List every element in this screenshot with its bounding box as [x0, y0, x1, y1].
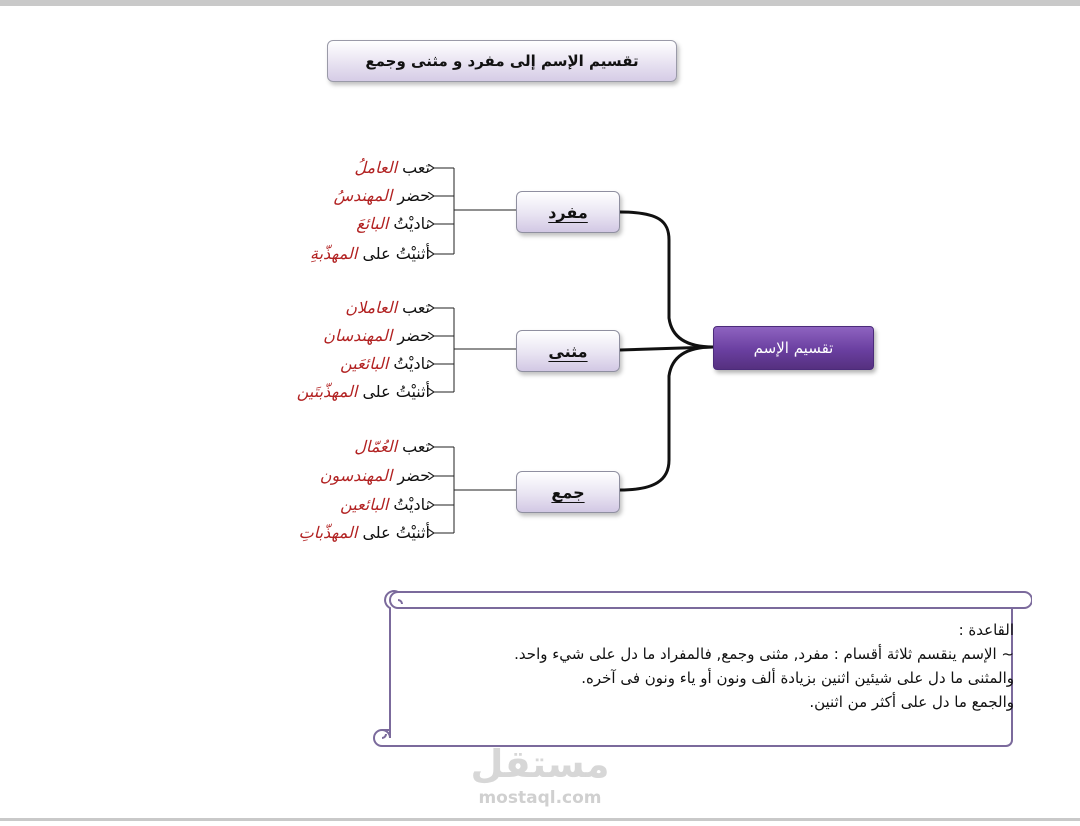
example-noun: البائعَ — [356, 214, 389, 233]
example-item — [340, 495, 430, 515]
example-noun: البائعين — [340, 495, 389, 514]
example-item — [323, 326, 430, 346]
example-item — [299, 523, 430, 543]
rule-line: ~ الإسم ينقسم ثلاثة أقسام : مفرد, مثنى وجمع, فالمفراد ما دل على شيء واحد. — [514, 645, 1014, 663]
watermark-logo: مستقل — [470, 742, 610, 786]
example-noun: المهذّباتِ — [298, 523, 358, 542]
rule-line: والجمع ما دل على أكثر من اثنين. — [809, 693, 1014, 711]
example-verb: ناديْتُ — [393, 354, 430, 373]
example-noun: المهذّبتَين — [296, 382, 358, 401]
rule-text — [374, 618, 1014, 714]
example-verb: ناديْتُ — [393, 495, 430, 514]
root-node: تقسيم الإسم — [713, 326, 874, 370]
example-verb: حضر — [397, 186, 430, 205]
category-plural: جمع — [516, 471, 620, 513]
example-noun: البائعَين — [340, 354, 389, 373]
watermark-site: mostaql.com — [478, 788, 602, 808]
example-noun: المهندسون — [319, 466, 393, 485]
rule-heading: القاعدة : — [958, 621, 1014, 639]
example-verb: ناديْتُ — [393, 214, 430, 233]
example-verb: تعب — [402, 298, 430, 317]
example-noun: المهندسُ — [333, 186, 393, 205]
example-noun: العاملان — [345, 298, 398, 317]
category-dual: مثنى — [516, 330, 620, 372]
example-verb: حضر — [397, 326, 430, 345]
example-item — [320, 466, 430, 486]
example-verb: حضر — [397, 466, 430, 485]
example-verb: أثنيْتُ على — [362, 244, 430, 263]
diagram-title: تقسيم الإسم إلى مفرد و مثنى وجمع — [327, 40, 677, 82]
example-verb: أثنيْتُ على — [362, 382, 430, 401]
example-noun: المهندسان — [323, 326, 393, 345]
example-noun: المهذّبةِ — [310, 244, 358, 263]
example-noun: العاملُ — [354, 158, 398, 177]
example-noun: العُمّال — [354, 437, 398, 456]
rule-line: والمثنى ما دل على شيئين اثنين بزيادة ألف ونون أو ياء ونون فى آخره. — [581, 669, 1014, 687]
example-item — [345, 298, 430, 318]
example-verb: تعب — [402, 158, 430, 177]
example-item — [354, 158, 430, 178]
example-item — [310, 244, 430, 264]
example-item — [340, 354, 430, 374]
example-verb: تعب — [402, 437, 430, 456]
example-item — [356, 214, 430, 234]
category-singular: مفرد — [516, 191, 620, 233]
example-item — [297, 382, 430, 402]
example-verb: أثنيْتُ على — [362, 523, 430, 542]
example-item — [354, 437, 430, 457]
example-item — [334, 186, 430, 206]
